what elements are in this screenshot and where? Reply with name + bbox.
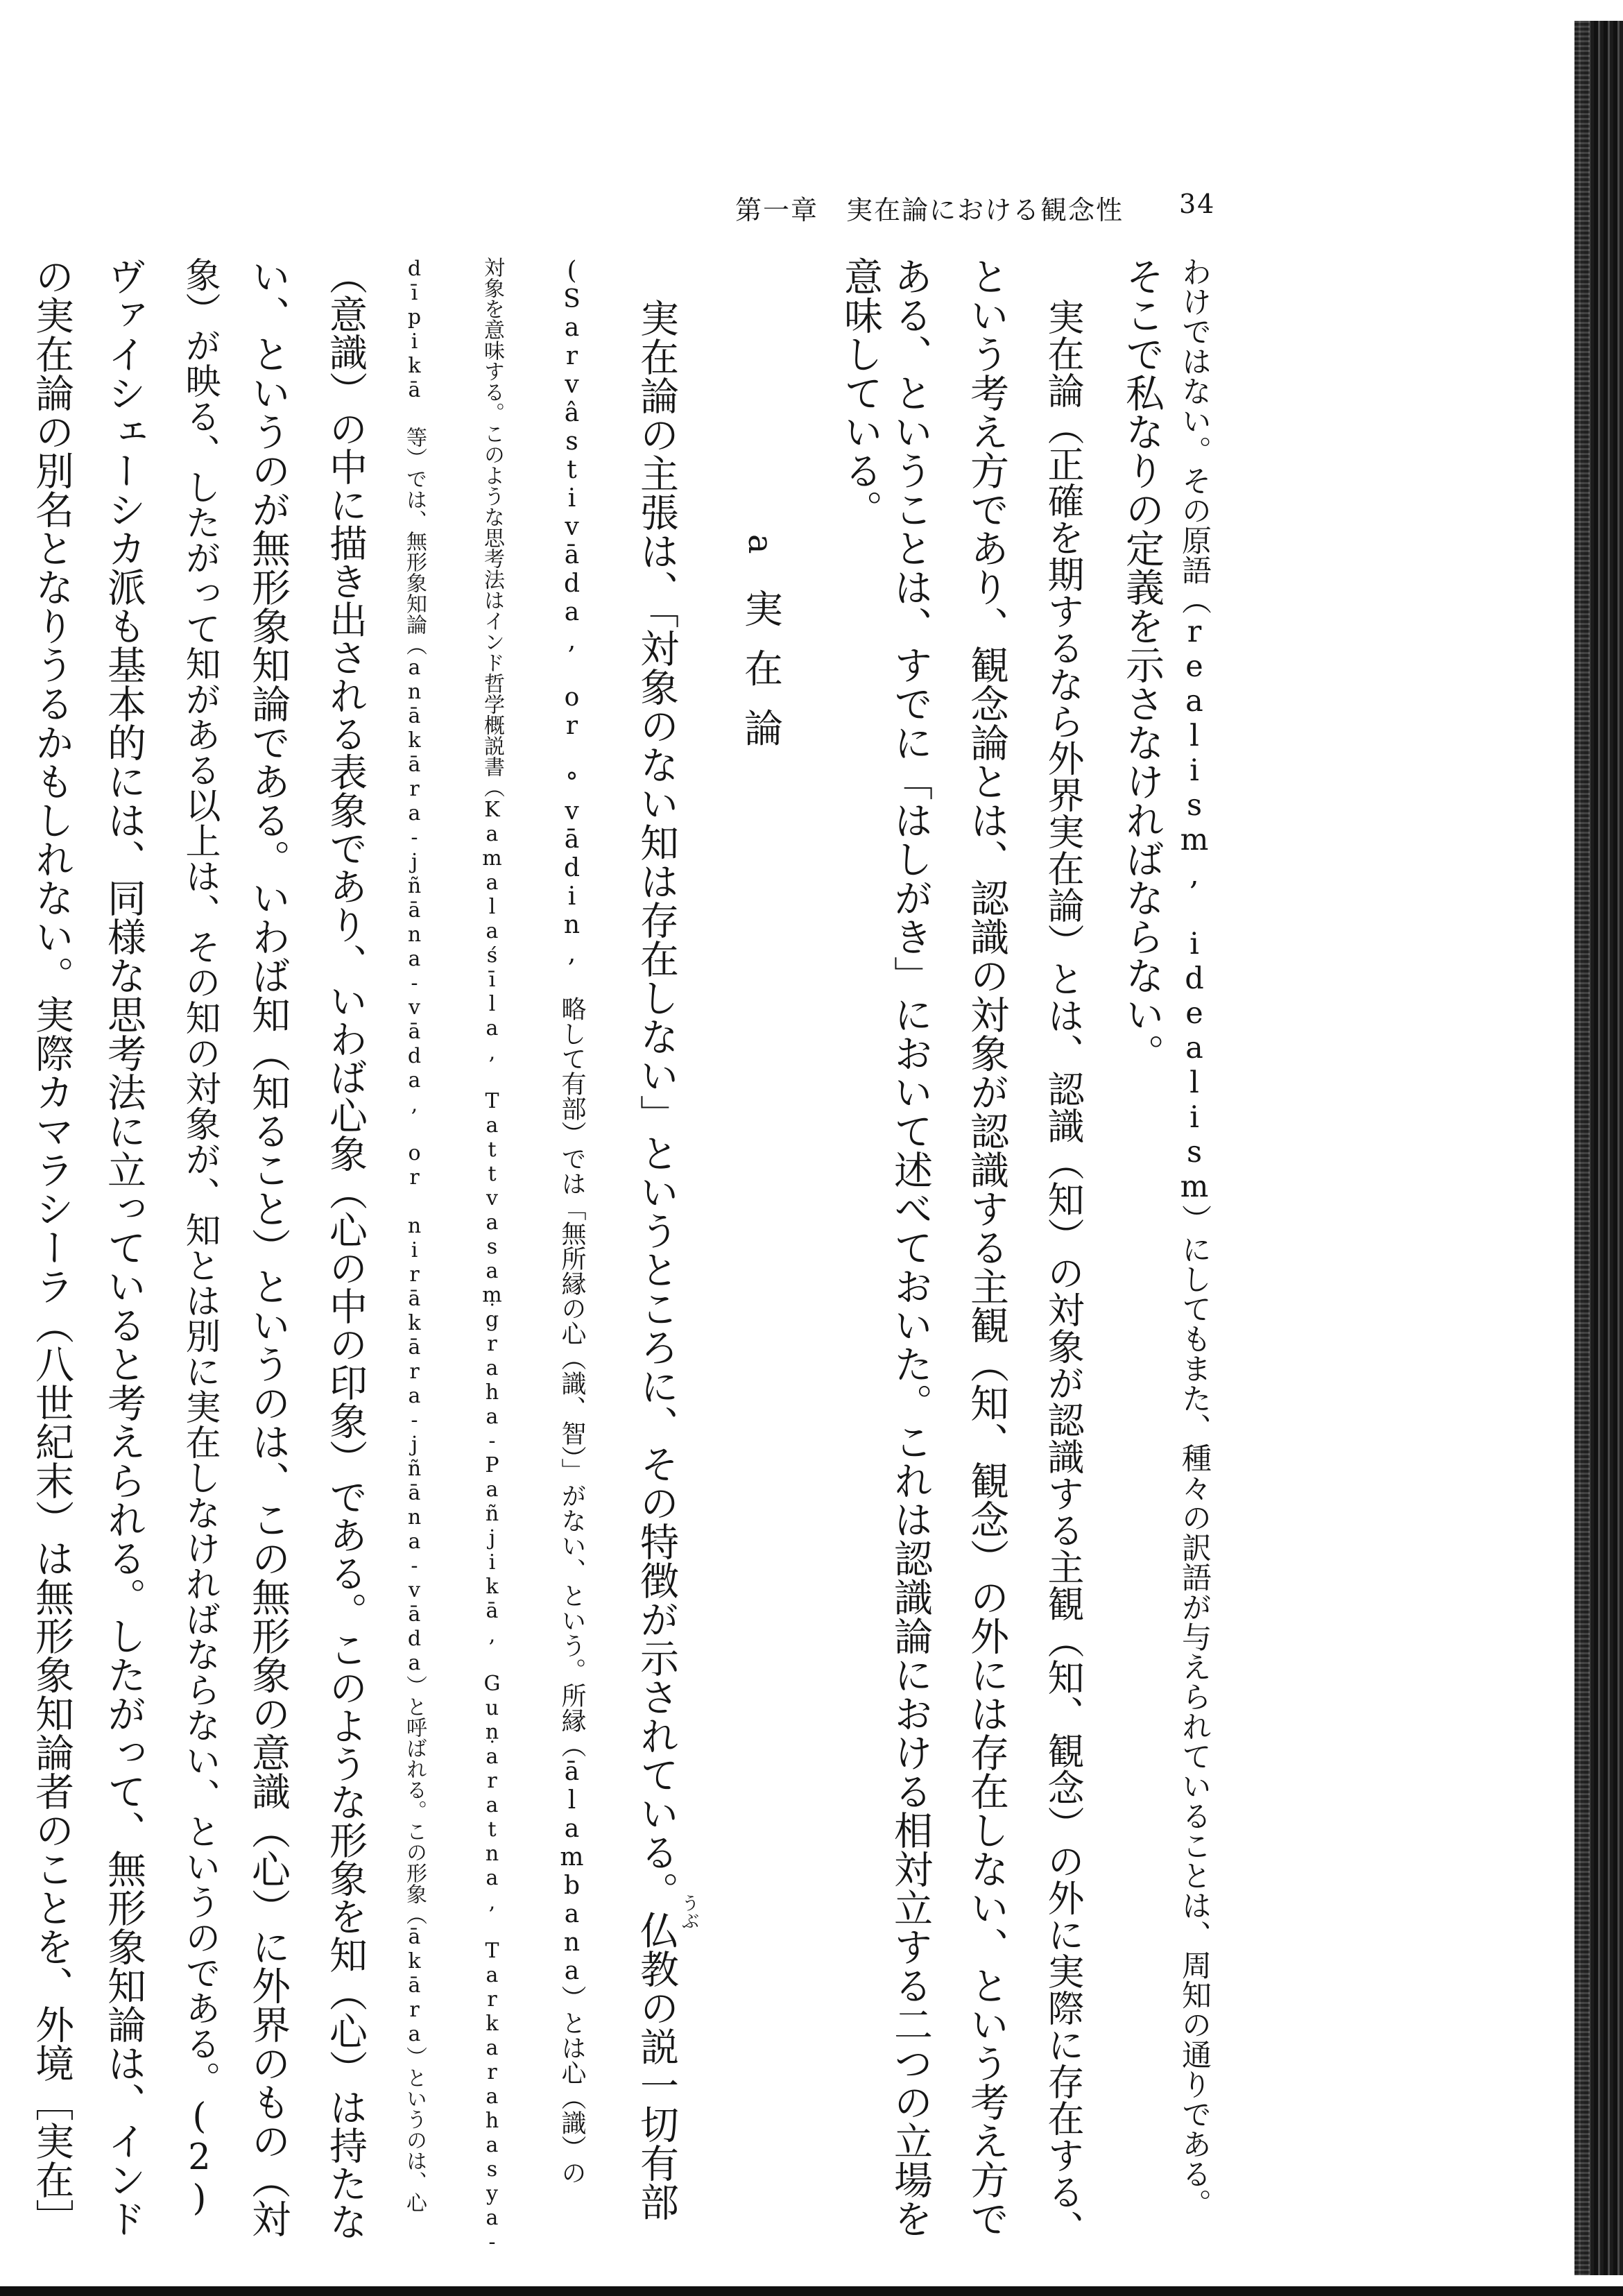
text-column: ヴァイシェーシカ派も基本的には、同様な思考法に立っていると考えられる。したがって、無形象知論は、インド: [101, 257, 146, 2238]
section-title: 実在論: [738, 588, 783, 768]
chapter-title: 第一章 実在論における観念性: [735, 195, 1124, 225]
text-column: い、というのが無形象知論である。いわば知（知ること）というのは、この無形象の意識（心）に外界のもの（対: [246, 257, 291, 2238]
furigana: うぶ: [678, 1894, 699, 1930]
text-column: という考え方であり、観念論とは、認識の対象が認識する主観（知、観念）の外には存在しない、という考え方で: [964, 257, 1009, 2238]
running-head: [735, 189, 1221, 227]
text-column: 意味している。: [838, 257, 883, 529]
text-column: の実在論の別名となりうるかもしれない。実際カマラシーラ（八世紀末）は無形象知論者のことを、外境［実在］: [29, 257, 74, 2238]
text-column: そこで私なりの定義を示さなければならない。: [1119, 257, 1165, 1072]
text-column: （意識）の中に描き出される表象であり、いわば心象（心の中の印象）である。このような形象を知（心）は持たな: [323, 257, 368, 2241]
scan-edge-shadow: [1574, 21, 1623, 2275]
section-marker: a: [741, 534, 780, 575]
text-column: 対象を意味する。このような思考法はインド哲学概説書（Kamalaśīla, Tattvasaṃgraha-Pañjikā, Guṇaratna, Tarkarahasya-: [480, 257, 504, 2254]
text-column: わけではない。その原語（realism, idealism）にしてもまた、種々の訳語が与えられていることは、周知の通りである。: [1177, 257, 1212, 2218]
text-column: 象）が映る、したがって知がある以上は、その知の対象が、知とは別に実在しなければならない、というのである。(2): [179, 257, 220, 2219]
text-column: dīpikā 等）では、無形象知論（anākāra-jñāna-vāda, or nirākāra-jñāna-vāda）と呼ばれる。この形象（ākāra）というのは、心: [402, 257, 427, 2213]
text-column: (Sarvâstivāda, or °vādin, 略して有部）では「無所縁の心（識、智）」がない、という。所縁（ālambana）とは心（識）の: [558, 257, 586, 2185]
section-heading: [738, 534, 783, 768]
text-column: ある、ということは、すでに「はしがき」において述べておいた。これは認識論における相対立する二つの立場を: [888, 257, 933, 2238]
scan-bottom-edge: [0, 2286, 1623, 2296]
text-column: 実在論（正確を期するなら外界実在論）とは、認識（知）の対象が認識する主観（知、観念）の外に実際に存在する、: [1042, 298, 1084, 2247]
page-number: 34: [1179, 189, 1216, 219]
text-column: 実在論の主張は、「対象のない知は存在しない」というところに、その特徴が示されている。仏教の説一切有部: [634, 298, 679, 2221]
